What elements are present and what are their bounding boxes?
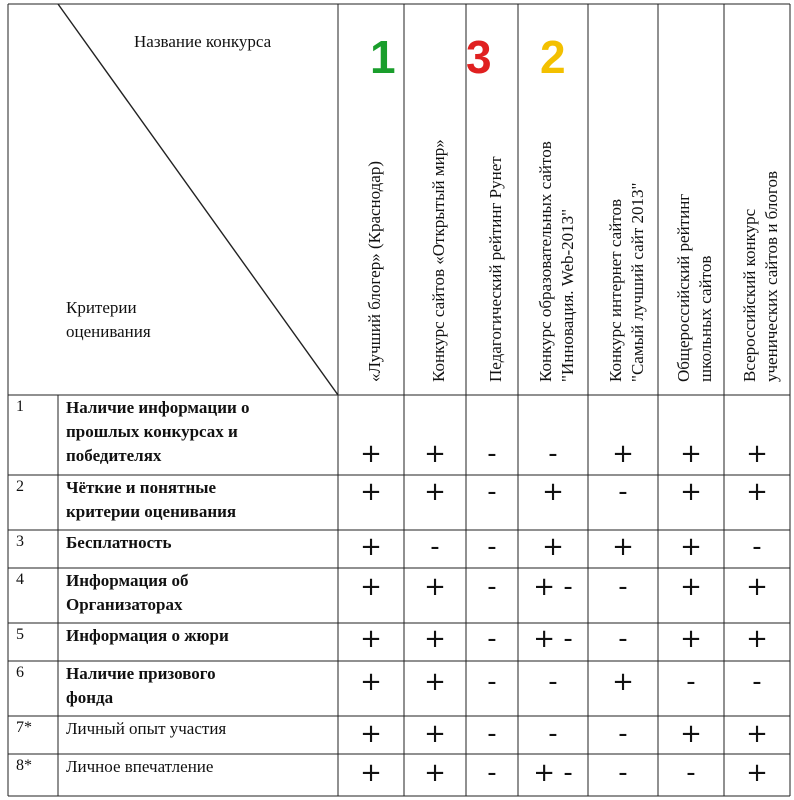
evaluation-mark-text: - (686, 667, 696, 697)
column-header-line: школьных сайтов (696, 255, 715, 382)
column-header-line: Всероссийский конкурс (740, 208, 759, 382)
criterion-line: Наличие информации о (66, 398, 250, 417)
column-header-line: Конкурс образовательных сайтов (536, 141, 555, 382)
criteria-header-line1: Критерии (66, 298, 137, 317)
evaluation-mark-text: + (746, 572, 768, 602)
evaluation-mark-text: - (752, 667, 762, 697)
criterion-line: Информация об (66, 571, 189, 590)
evaluation-mark-text: - (487, 624, 497, 654)
evaluation-mark-text: - (618, 572, 628, 602)
evaluation-mark-text: + (680, 477, 702, 507)
column-header-text (605, 183, 649, 382)
evaluation-mark-text: + (360, 532, 382, 562)
column-header-line: Конкурс сайтов «Открытый мир» (429, 139, 448, 382)
evaluation-mark-text: + (424, 572, 446, 602)
criterion-line: прошлых конкурсах и (66, 422, 238, 441)
criterion-line: Чёткие и понятные (66, 478, 217, 497)
evaluation-mark-text: + (746, 439, 768, 469)
criterion-line: фонда (66, 688, 114, 707)
criterion-label (66, 662, 216, 710)
evaluation-mark-text: - (487, 667, 497, 697)
column-header-text (535, 141, 579, 382)
criterion-line: Бесплатность (66, 533, 172, 552)
evaluation-mark-text: + (612, 532, 634, 562)
evaluation-mark-text: + (360, 758, 382, 788)
evaluation-mark-text: + (360, 624, 382, 654)
row-number: 8* (16, 757, 32, 774)
evaluation-mark-text: + (612, 439, 634, 469)
column-header-line: «Лучший блогер» (Краснодар) (365, 161, 384, 382)
evaluation-mark-text: + (542, 477, 564, 507)
evaluation-mark-text: + - (533, 624, 573, 654)
column-header-line: ученических сайтов и блогов (762, 171, 781, 382)
evaluation-mark-text: + (360, 719, 382, 749)
evaluation-mark-text: + (680, 624, 702, 654)
row-number: 4 (16, 571, 24, 588)
column-header-line: Конкурс интернет сайтов (606, 198, 625, 382)
column-header-text (485, 156, 507, 382)
column-header-line: "Инновация. Web-2013" (558, 208, 577, 382)
evaluation-mark-text: + (680, 532, 702, 562)
criterion-line: критерии оценивания (66, 502, 237, 521)
criterion-label (66, 569, 188, 617)
row-number: 7* (16, 719, 32, 736)
criterion-label (66, 476, 236, 524)
row-number: 2 (16, 478, 24, 495)
criterion-label (66, 717, 226, 741)
evaluation-mark-text: + (612, 667, 634, 697)
evaluation-mark-text: - (618, 477, 628, 507)
evaluation-mark-text: - (430, 532, 440, 562)
criterion-label (66, 531, 171, 555)
evaluation-mark-text: + - (533, 758, 573, 788)
evaluation-mark-text: - (618, 624, 628, 654)
criterion-line: Наличие призового (66, 664, 216, 683)
evaluation-mark-text: - (487, 572, 497, 602)
criterion-line: Личный опыт участия (66, 719, 227, 738)
evaluation-mark-text: - (618, 719, 628, 749)
contest-name-header: Название конкурса (134, 32, 272, 51)
evaluation-mark-text: - (487, 758, 497, 788)
evaluation-mark-text: - (487, 439, 497, 469)
rank-number: 3 (466, 31, 492, 83)
evaluation-mark-text: - (752, 532, 762, 562)
column-header-line: Общероссийский рейтинг (674, 193, 693, 382)
evaluation-mark-text: - (487, 477, 497, 507)
evaluation-mark-text: - (548, 439, 558, 469)
evaluation-mark-text: + (360, 667, 382, 697)
evaluation-mark-text: - (487, 532, 497, 562)
criteria-header-line2: оценивания (66, 322, 151, 341)
evaluation-mark-text: - (548, 667, 558, 697)
criterion-line: Личное впечатление (66, 757, 214, 776)
row-number: 3 (16, 533, 24, 550)
evaluation-mark-text: + (360, 572, 382, 602)
row-number: 6 (16, 664, 24, 681)
criterion-label (66, 624, 229, 648)
row-number: 5 (16, 626, 24, 643)
evaluation-mark-text: + (424, 758, 446, 788)
evaluation-mark-text: - (686, 758, 696, 788)
criterion-line: Организаторах (66, 595, 183, 614)
evaluation-mark-text: - (487, 719, 497, 749)
criteria-header (66, 296, 151, 344)
row-number: 1 (16, 398, 24, 415)
evaluation-mark-text: + (680, 572, 702, 602)
evaluation-mark-text: + (746, 477, 768, 507)
evaluation-mark-text: + (424, 477, 446, 507)
column-header-text (428, 139, 450, 382)
column-header-line: Педагогический рейтинг Рунет (486, 156, 505, 382)
evaluation-mark-text: + - (533, 572, 573, 602)
column-header-text (364, 161, 386, 382)
criterion-label (66, 755, 213, 779)
evaluation-mark-text: + (746, 758, 768, 788)
evaluation-mark-text: + (746, 719, 768, 749)
criterion-label (66, 396, 250, 468)
rank-number: 2 (540, 31, 566, 83)
evaluation-mark-text: + (424, 667, 446, 697)
column-header-text (673, 194, 717, 382)
rank-number: 1 (370, 31, 396, 83)
column-header-line: "Самый лучший сайт 2013" (628, 182, 647, 382)
evaluation-mark-text: + (424, 439, 446, 469)
evaluation-mark-text: + (360, 477, 382, 507)
evaluation-mark-text: + (542, 532, 564, 562)
evaluation-mark-text: + (360, 439, 382, 469)
evaluation-mark-text: + (424, 719, 446, 749)
criterion-line: победителях (66, 446, 162, 465)
evaluation-mark-text: + (680, 719, 702, 749)
criterion-line: Информация о жюри (66, 626, 229, 645)
evaluation-mark-text: + (424, 624, 446, 654)
column-header-text (739, 171, 783, 382)
evaluation-mark-text: - (618, 758, 628, 788)
evaluation-mark-text: - (548, 719, 558, 749)
evaluation-mark-text: + (746, 624, 768, 654)
evaluation-mark-text: + (680, 439, 702, 469)
